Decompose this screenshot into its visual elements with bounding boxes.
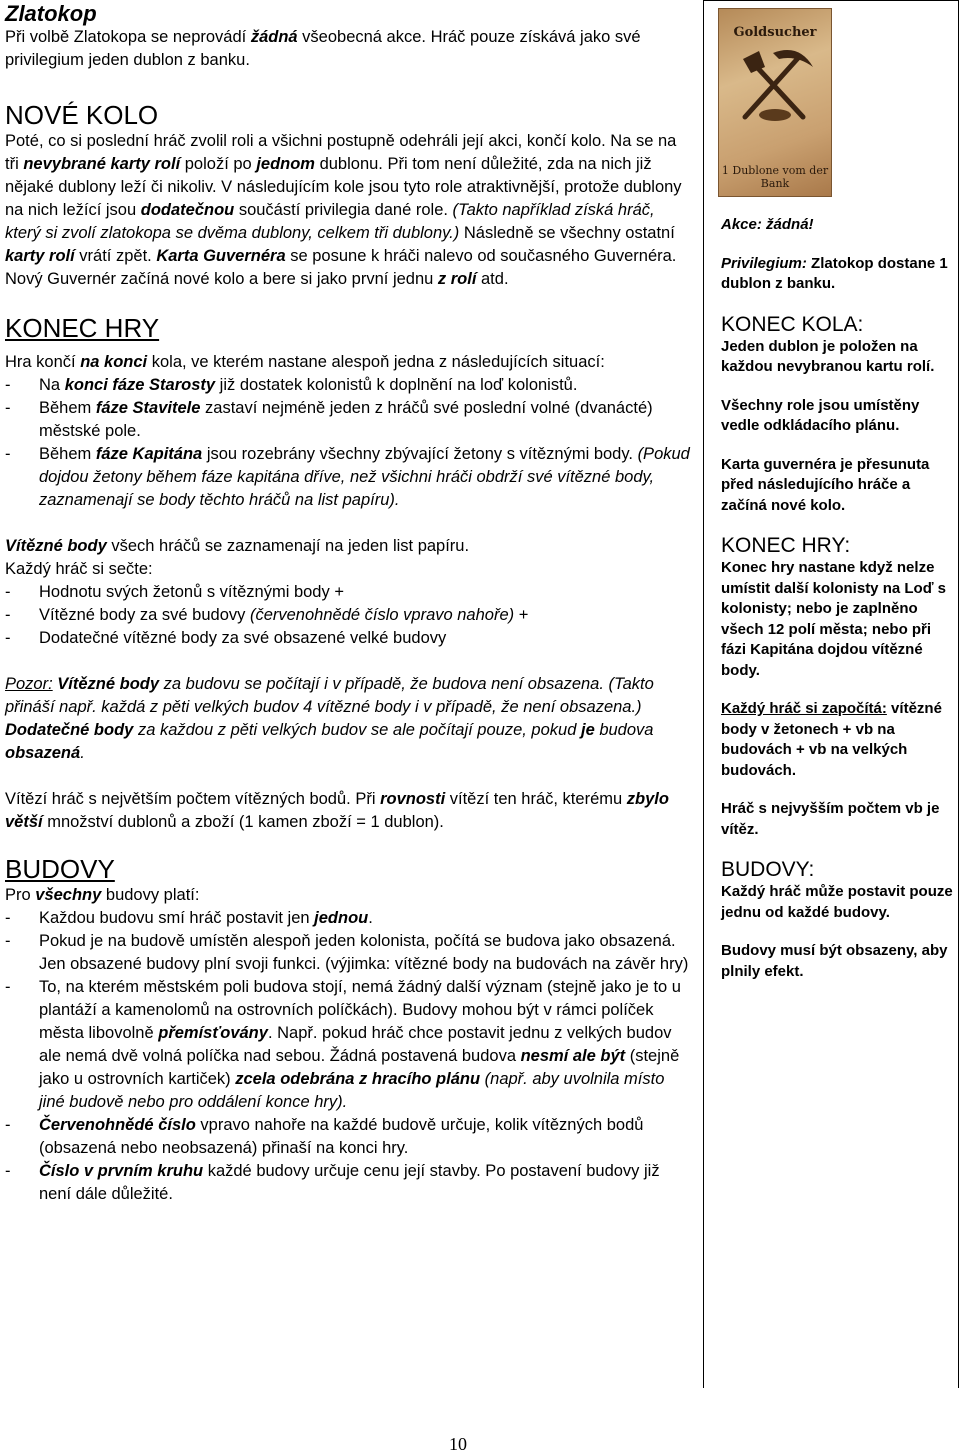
nove-kolo-paragraph: Poté, co si poslední hráč zvolil roli a všichni postupně odehráli její akci, končí kolo. Na se na tři nevybrané karty rolí položí po jednom dublonu. Při tom není důležité, zda na nich již nějaké dublony leží či nikoliv. V následujícím kole jsou tyto role atraktivnější, protože dublony na nich ležící jsou dodatečnou součástí privilegia dané role. (Takto například získá hráč, který si zvolí zlatokopa se dvěma dublony, celkem tři dublony.) Následně se všechny ostatní karty rolí vrátí zpět. Karta Guvernéra se posune k hráči nalevo od současného Guvernéra. Nový Guvernér začíná nové kolo a bere si jako první jednu z rolí atd. [5,132,682,288]
page-number: 10 [449,1434,467,1454]
pickaxe-shovel-icon [733,43,817,127]
konec-hry-heading: KONEC HRY [5,313,160,343]
list-item: - Hodnotu svých žetonů s vítěznými body + [5,583,344,601]
list-item: - Vítězné body za své budovy (červenohnědé číslo vpravo nahoře) + [5,606,529,624]
sidebar-text [721,215,953,982]
vitez-paragraph: Vítězí hráč s největším počtem vítězných bodů. Při rovnosti vítězí ten hráč, kterému zbylo větší množství dublonů a zboží (1 kamen zboží = 1 dublon). [5,790,669,831]
konec-kola-3: Karta guvernéra je přesunuta před následujícího hráče a začíná nové kolo. [721,455,930,514]
list-item: - Během fáze Stavitele zastaví nejméně jeden z hráčů své poslední volné (dvanácté) městské pole. [5,399,653,440]
konec-hry-intro: Hra končí na konci kola, ve kterém nastane alespoň jedna z následujících situací: [5,353,605,371]
budovy-1: Každý hráč může postavit pouze jednu od každé budovy. [721,883,953,921]
list-item: - To, na kterém městském poli budova stojí, nemá žádný další význam (stejně jako je to u plantáží a kamenolomů na ostrovních políčkách). Budovy mohou být v rámci políček města libovolně přemísťovány. Např. pokud hráč chce postavit jednu z velkých budov ale nemá dvě volná políčka nad sebou. Žádná postavená budova nesmí ale být (stejně jako u ostrovních kartiček) zcela odebrána z hracího plánu (např. aby uvolnila místo jiné budově nebo pro oddálení konce hry). [5,978,681,1111]
konec-hry-2: Každý hráč si započítá: vítězné body v žetonech + vb na budovách + vb na velkých budovách. [721,700,942,779]
konec-kola-1: Jeden dublon je položen na každou nevybranou kartu rolí. [721,337,935,375]
zlatokop-paragraph: Při volbě Zlatokopa se neprovádí žádná všeobecná akce. Hráč pouze získává jako své privilegium jeden dublon z banku. [5,28,641,69]
nove-kolo-heading: NOVÉ KOLO [5,100,159,130]
card-title: Goldsucher [733,25,817,40]
budovy-heading: BUDOVY: [721,858,815,881]
list-item: - Každou budovu smí hráč postavit jen jednou. [5,909,373,927]
card-bottom-text: 1 Dublone vom der Bank [721,164,829,190]
konec-hry-heading: KONEC HRY: [721,534,851,557]
konec-hry-3: Hráč s nejvyšším počtem vb je vítěz. [721,800,940,838]
budovy-2: Budovy musí být obsazeny, aby plnily efekt. [721,942,948,980]
list-item: - Červenohnědé číslo vpravo nahoře na každé budově určuje, kolik vítězných bodů (obsazená nebo neobsazená) přinaší na konci hry. [5,1116,644,1157]
sidebar-panel [703,0,959,1388]
list-item: - Dodatečné vítězné body za své obsazené velké budovy [5,629,447,647]
role-card-image [719,9,831,196]
dodatecne-body-paragraph: Dodatečné body za každou z pěti velkých budov se ale počítají pouze, pokud je budova obsazená. [5,721,654,762]
konec-kola-heading: KONEC KOLA: [721,312,864,336]
budovy-intro: Pro všechny budovy platí: [5,886,200,904]
list-item: - Na konci fáze Starosty již dostatek kolonistů k doplnění na loď kolonistů. [5,376,578,394]
vitezne-body-paragraph: Vítězné body všech hráčů se zaznamenají na jeden list papíru. [5,537,470,555]
konec-kola-2: Všechny role jsou umístěny vedle odkládacího plánu. [721,396,920,434]
konec-hry-1: Konec hry nastane když nelze umístit další kolonisty na Loď s kolonisty; nebo je zaplněno všech 12 polí města; nebo při fázi Kapitána dojdou vítězné body. [721,559,946,679]
list-item: - Pokud je na budově umístěn alespoň jeden kolonista, počítá se budova jako obsazená. Jen obsazené budovy plní svoji funkci. (výjimka: vítězné body na budovách na závěr hry) [5,932,689,973]
privilegium-line: Privilegium: Zlatokop dostane 1 dublon z banku. [721,254,948,292]
vitezne-body-sum: Každý hráč si sečte: [5,560,153,578]
budovy-heading: BUDOVY [5,854,115,884]
list-item: - Číslo v prvním kruhu každé budovy určuje cenu její stavby. Po postavení budovy již není dále důležité. [5,1162,660,1203]
akce-line: Akce: žádná! [721,216,814,233]
main-column [5,2,693,1206]
zlatokop-title: Zlatokop [5,1,97,26]
pozor-paragraph: Pozor: Vítězné body za budovu se počítají i v případě, že budova není obsazena. (Takto přináší např. každá z pěti velkých budov 4 vítězné body i v případě, že není obsazena.) [5,675,654,716]
list-item: - Během fáze Kapitána jsou rozebrány všechny zbývající žetony s vítěznými body. (Pokud dojdou žetony během fáze kapitána dříve, než všichni hráči obdrží své vítězné body, zaznamenají se body těchto hráčů na list papíru). [5,445,690,509]
